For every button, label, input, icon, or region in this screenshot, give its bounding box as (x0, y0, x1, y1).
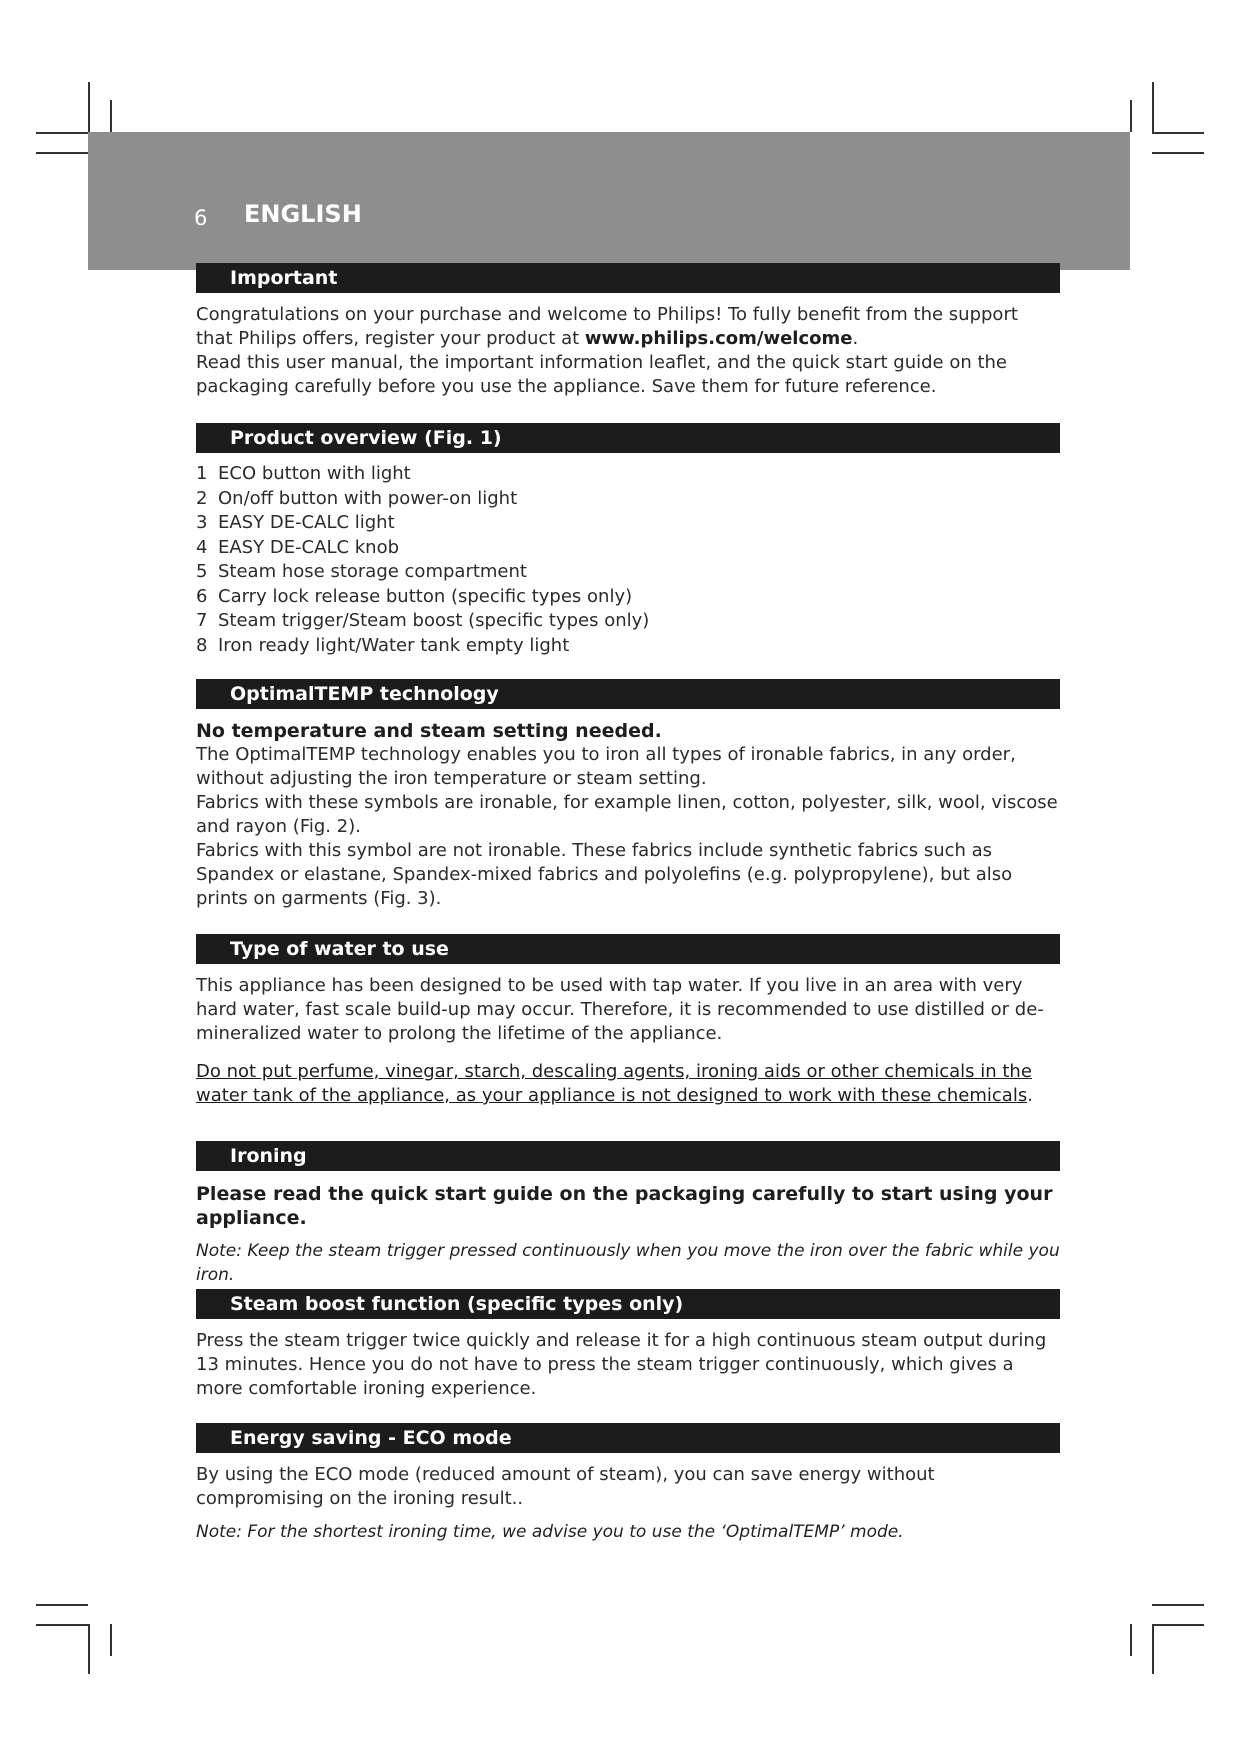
crop-mark (1130, 100, 1132, 132)
section-ironing (196, 1141, 1060, 1287)
list-item (196, 462, 1060, 487)
water-paragraph: This appliance has been designed to be used with tap water. If you live in an area with very hard water, fast scale build-up may occur. Therefore, it is recommended to use distilled or de-mineralized water to prolong the lifetime of the appliance. (196, 975, 1044, 1044)
crop-mark (110, 100, 112, 132)
crop-mark (1152, 1604, 1204, 1606)
list-item-number: 1 (196, 463, 208, 484)
list-item-label: Steam hose storage compartment (218, 561, 527, 582)
optimaltemp-paragraph-3: Fabrics with this symbol are not ironable. These fabrics include synthetic fabrics such as Spandex or elastane, Spandex-mixed fabrics and polyolefins (e.g. polypropylene), but also prints on garments (Fig. 3). (196, 840, 1013, 909)
list-item-label: Carry lock release button (specific types only) (218, 585, 633, 607)
crop-mark (36, 1604, 88, 1606)
eco-note: Note: For the shortest ironing time, we advise you to use the ‘OptimalTEMP’ mode. (196, 1522, 904, 1542)
optimaltemp-paragraph-2: Fabrics with these symbols are ironable, for example linen, cotton, polyester, silk, wool, viscose and rayon (Fig. 2). (196, 792, 1058, 837)
water-warning: Do not put perfume, vinegar, starch, descaling agents, ironing aids or other chemicals in the water tank of the appliance, as your appliance is not designed to work with these chemicals. (196, 1061, 1033, 1106)
section-heading: Steam boost function (specific types only) (196, 1289, 1060, 1319)
section-water-type (196, 934, 1060, 1108)
crop-mark (1152, 132, 1204, 134)
list-item-label: EASY DE-CALC light (218, 512, 395, 533)
section-heading: Type of water to use (196, 934, 1060, 964)
list-item (196, 585, 1060, 610)
section-heading: Ironing (196, 1141, 1060, 1171)
section-eco-mode (196, 1423, 1060, 1544)
page-number: 6 (194, 206, 208, 230)
crop-mark (88, 1624, 90, 1674)
crop-mark (36, 1624, 88, 1626)
list-item-number: 8 (196, 634, 208, 656)
list-item-number: 6 (196, 585, 208, 607)
list-item-label: Iron ready light/Water tank empty light (218, 634, 570, 656)
optimaltemp-paragraph-1: The OptimalTEMP technology enables you to iron all types of ironable fabrics, in any order, without adjusting the iron temperature or steam setting. (196, 744, 1016, 789)
list-item-number: 4 (196, 536, 208, 558)
list-item-number: 2 (196, 487, 208, 509)
crop-mark (1152, 82, 1154, 132)
eco-paragraph: By using the ECO mode (reduced amount of steam), you can save energy without compromising on the ironing result.. (196, 1464, 935, 1509)
list-item (196, 560, 1060, 585)
crop-mark (1130, 1624, 1132, 1656)
section-product-overview (196, 423, 1060, 658)
list-item-label: EASY DE-CALC knob (218, 536, 400, 558)
list-item (196, 536, 1060, 561)
crop-mark (1152, 152, 1204, 154)
section-optimaltemp (196, 679, 1060, 911)
section-steam-boost (196, 1289, 1060, 1401)
product-parts-list (196, 462, 1060, 658)
list-item-number: 7 (196, 610, 208, 631)
crop-mark (1152, 1624, 1204, 1626)
crop-mark (110, 1624, 112, 1656)
list-item-number: 5 (196, 561, 208, 582)
list-item (196, 487, 1060, 512)
registration-link[interactable]: www.philips.com/welcome (584, 328, 853, 349)
crop-mark (36, 132, 88, 134)
list-item-label: ECO button with light (218, 463, 411, 484)
important-paragraph-2: Read this user manual, the important information leaflet, and the quick start guide on the packaging carefully before you use the appliance. Save them for future reference. (196, 352, 1008, 397)
section-heading: Energy saving - ECO mode (196, 1423, 1060, 1453)
list-item (196, 634, 1060, 659)
list-item-number: 3 (196, 512, 208, 533)
crop-mark (1152, 1624, 1154, 1674)
section-heading: Important (196, 263, 1060, 293)
section-heading: OptimalTEMP technology (196, 679, 1060, 709)
boost-paragraph: Press the steam trigger twice quickly and release it for a high continuous steam output during 13 minutes. Hence you do not have to press the steam trigger continuously, which gives a more comfortable ironing experience. (196, 1330, 1047, 1399)
language-title: ENGLISH (244, 200, 362, 228)
crop-mark (88, 82, 90, 132)
list-item (196, 609, 1060, 634)
ironing-note: Note: Keep the steam trigger pressed continuously when you move the iron over the fabric while you iron. (196, 1241, 1060, 1285)
section-important (196, 263, 1060, 399)
crop-mark (36, 152, 88, 154)
list-item-label: On/off button with power-on light (218, 487, 518, 509)
important-paragraph-1: Congratulations on your purchase and welcome to Philips! To fully benefit from the support that Philips offers, register your product at www.philips.com/welcome. (196, 304, 1018, 349)
ironing-lead: Please read the quick start guide on the packaging carefully to start using your appliance. (196, 1183, 1053, 1229)
optimaltemp-lead: No temperature and steam setting needed. (196, 720, 662, 742)
section-heading: Product overview (Fig. 1) (196, 423, 1060, 453)
list-item-label: Steam trigger/Steam boost (specific types only) (218, 610, 650, 631)
list-item (196, 511, 1060, 536)
